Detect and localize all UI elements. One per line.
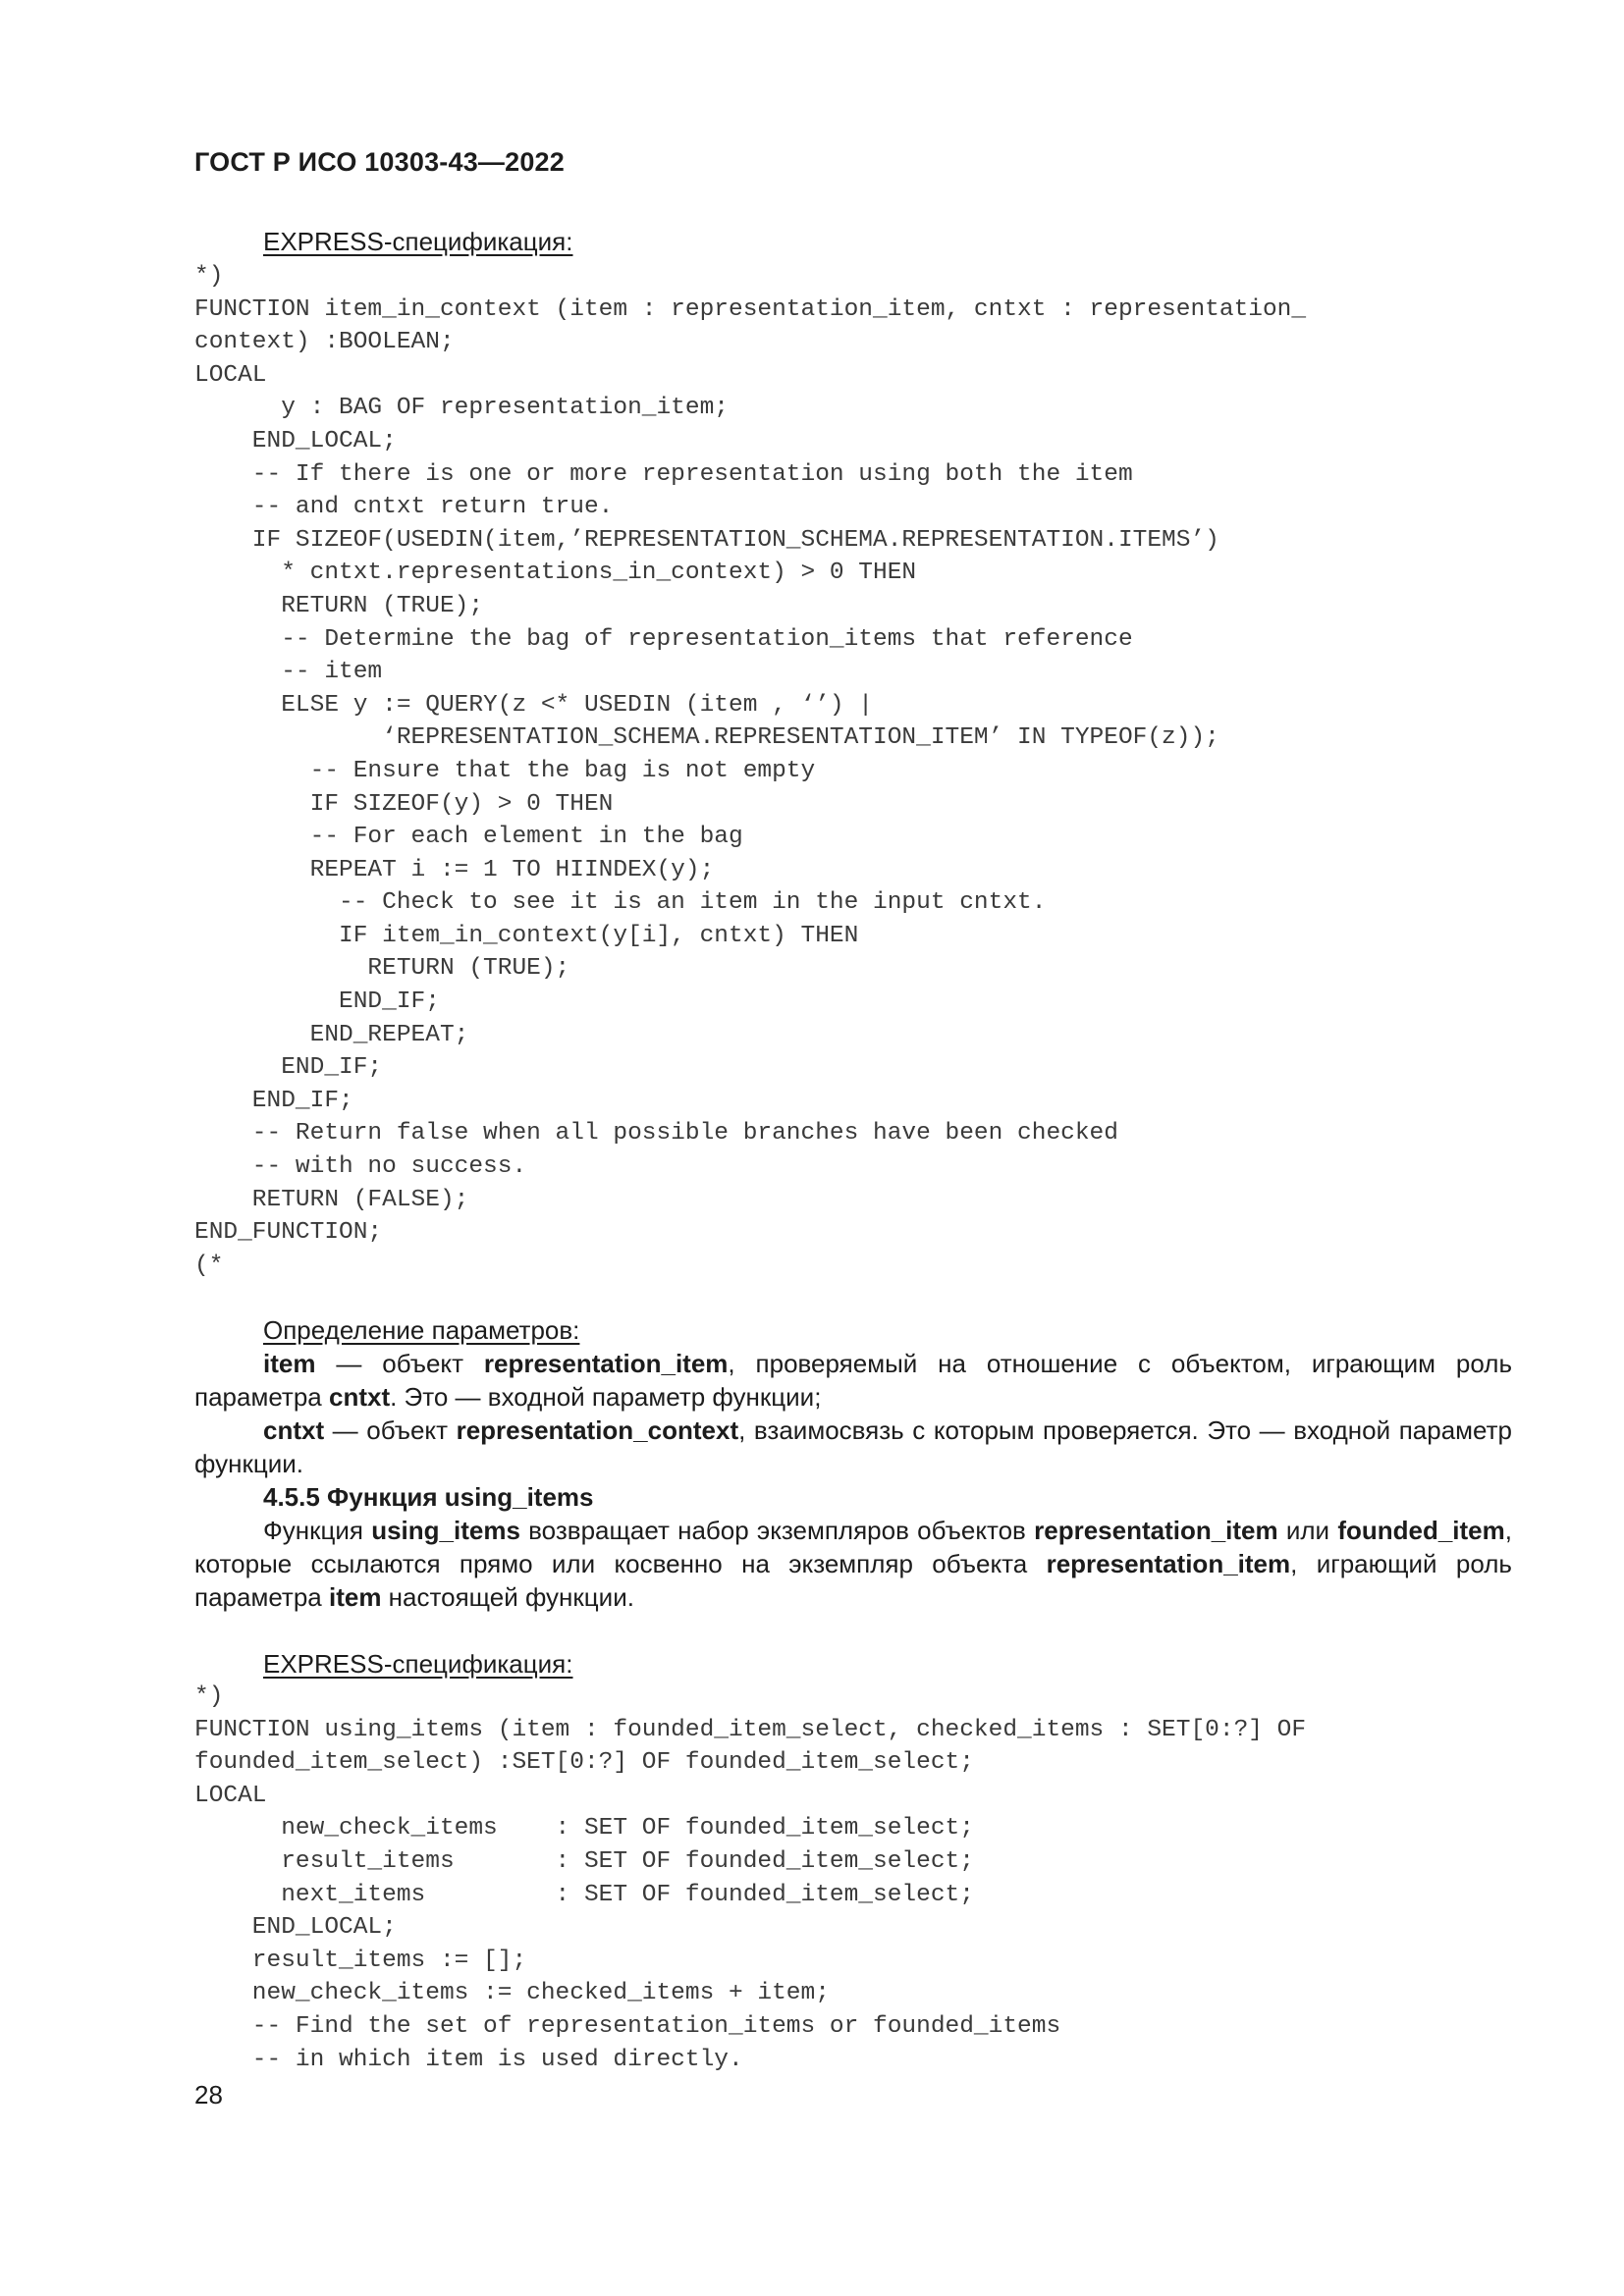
- text-span: , которые ссылаются прямо или косвенно на экземпляр объекта: [194, 1516, 1512, 1578]
- express-spec-caption: EXPRESS-спецификация:: [263, 227, 573, 256]
- text-span: . Это — входной параметр функции;: [390, 1382, 822, 1412]
- code-block-using-items: *) FUNCTION using_items (item : founded_item_select, checked_items : SET[0:?] OF founded_item_select) :SET[0:?] OF founded_item_select; LOCAL new_check_items : SET OF founded_item_select; result_items : SET OF founded_item_select; next_items : SET OF founded_item_select; END_LOCAL; result_items := []; new_check_items := checked_items + item; -- Find the set of representation_items or founded_items -- in which item is used directly.: [194, 1683, 1307, 2073]
- section-description: [194, 1514, 1512, 1614]
- entity-ref: representation_item: [1046, 1549, 1291, 1578]
- page-number: 28: [194, 2080, 223, 2109]
- document-header: ГОСТ Р ИСО 10303-43—2022: [194, 147, 565, 177]
- param-name: cntxt: [263, 1415, 325, 1445]
- text-span: возвращает набор экземпляров объектов: [519, 1516, 1035, 1545]
- text-span: Функция: [263, 1516, 372, 1545]
- text-span: или: [1277, 1516, 1338, 1545]
- param-ref: item: [328, 1582, 382, 1612]
- text-span: , проверяемый на отношение с объектом, играющим роль параметра: [194, 1349, 1512, 1412]
- parameters-caption: Определение параметров:: [263, 1315, 580, 1345]
- param-cntxt-description: [194, 1414, 1512, 1480]
- function-ref: using_items: [371, 1516, 520, 1545]
- code-block-item-in-context: *) FUNCTION item_in_context (item : representation_item, cntxt : representation_ context) :BOOLEAN; LOCAL y : BAG OF representation_item; END_LOCAL; -- If there is one or more representation using both the item -- and cntxt return true. IF SIZEOF(USEDIN(item,’REPRESENTATION_SCHEMA.REPRESENTATION.ITEMS’) * cntxt.representations_in_context) > 0 THEN RETURN (TRUE); -- Determine the bag of representation_items that reference -- item ELSE y := QUERY(z <* USEDIN (item , ‘’) | ‘REPRESENTATION_SCHEMA.REPRESENTATION_ITEM’ IN TYPEOF(z)); -- Ensure that the bag is not empty IF SIZEOF(y) > 0 THEN -- For each element in the bag REPEAT i := 1 TO HIINDEX(y); -- Check to see it is an item in the input cntxt. IF item_in_context(y[i], cntxt) THEN RETURN (TRUE); END_IF; END_REPEAT; END_IF; END_IF; -- Return false when all possible branches have been checked -- with no success. RETURN (FALSE); END_FUNCTION; (*: [194, 263, 1307, 1279]
- text-span: , играющий роль параметра: [194, 1549, 1512, 1612]
- entity-ref: representation_item: [483, 1349, 729, 1378]
- parameters-section: [194, 1347, 1512, 1614]
- text-span: — объект: [315, 1349, 484, 1378]
- param-ref: cntxt: [328, 1382, 391, 1412]
- param-name: item: [263, 1349, 316, 1378]
- text-span: — объект: [324, 1415, 457, 1445]
- express-spec-caption: EXPRESS-спецификация:: [263, 1649, 573, 1679]
- text-span: настоящей функции.: [381, 1582, 634, 1612]
- param-item-description: [194, 1347, 1512, 1414]
- entity-ref: founded_item: [1337, 1516, 1505, 1545]
- entity-ref: representation_item: [1034, 1516, 1278, 1545]
- section-heading: 4.5.5 Функция using_items: [263, 1482, 594, 1512]
- text-span: , взаимосвязь с которым проверяется. Это — входной параметр функции.: [194, 1415, 1512, 1478]
- entity-ref: representation_context: [456, 1415, 739, 1445]
